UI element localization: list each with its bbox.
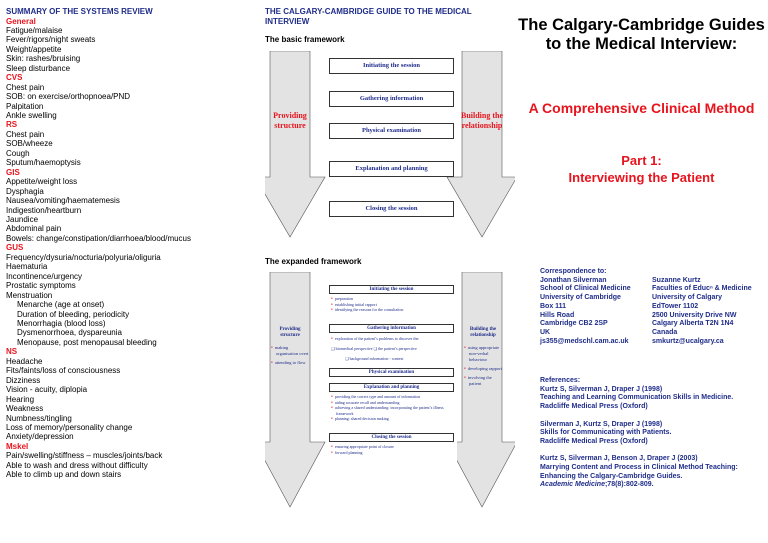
symptom-item: Frequency/dysuria/nocturia/polyuria/oliguria bbox=[6, 252, 161, 262]
expanded-box-physical: Physical examination bbox=[329, 368, 454, 377]
main-title-line2: to the Medical Interview: bbox=[545, 35, 738, 53]
guide-title-line1: THE CALGARY-CAMBRIDGE GUIDE TO THE MEDICAL bbox=[265, 7, 472, 16]
expanded-framework-diagram bbox=[265, 272, 515, 512]
expanded-right-head: Building the relationship bbox=[469, 327, 497, 338]
symptom-item: Hearing bbox=[6, 394, 35, 404]
contact-line: Canada bbox=[652, 328, 678, 336]
symptom-item: Prostatic symptoms bbox=[6, 281, 76, 291]
symptom-item: Chest pain bbox=[6, 82, 45, 92]
main-title-line1: The Calgary-Cambridge Guides bbox=[518, 16, 765, 34]
basic-left-label: Providing structure bbox=[273, 111, 307, 130]
gathering-perspective-text: biomedical perspective ❑ the patient’s perspective bbox=[335, 346, 417, 351]
system-heading: GIS bbox=[6, 167, 20, 177]
symptom-item: Palpitation bbox=[6, 101, 44, 111]
contact-email[interactable]: js355@medschl.cam.ac.uk bbox=[540, 337, 629, 345]
symptom-item: Abdominal pain bbox=[6, 224, 62, 234]
basic-framework-label: The basic framework bbox=[265, 35, 345, 44]
expanded-right-bullet: ● using appropriate non-verbal behaviour bbox=[464, 344, 502, 363]
expanded-bullet: ● establishing initial rapport bbox=[331, 302, 455, 308]
system-heading: Mskel bbox=[6, 441, 29, 451]
expanded-initiating-bullets bbox=[331, 296, 455, 313]
guide-title-line2: INTERVIEW bbox=[265, 16, 310, 26]
expanded-box-gathering: Gathering information bbox=[329, 324, 454, 333]
main-title bbox=[515, 16, 768, 54]
contact-line: 2500 University Drive NW bbox=[652, 311, 737, 319]
expanded-right-arrow bbox=[447, 272, 515, 507]
symptom-item: Menstruation bbox=[6, 290, 53, 300]
symptom-item: Anxiety/depression bbox=[6, 432, 74, 442]
symptom-item: Fatigue/malaise bbox=[6, 25, 63, 35]
expanded-framework-label: The expanded framework bbox=[265, 257, 362, 266]
basic-box-physical: Physical examination bbox=[329, 123, 454, 139]
symptom-item: Weight/appetite bbox=[6, 44, 62, 54]
expanded-bullet: ● exploration of the patient’s problems to discover the: bbox=[331, 336, 455, 342]
reference-line: Radcliffe Medical Press (Oxford) bbox=[540, 403, 648, 411]
symptom-item: Sputum/haemoptysis bbox=[6, 158, 81, 168]
contact-line: University of Cambridge bbox=[540, 294, 621, 302]
system-heading: General bbox=[6, 16, 36, 26]
symptom-item: Dysmenorrhoea, dyspareunia bbox=[17, 328, 122, 338]
symptom-item: Able to wash and dress without difficulty bbox=[6, 460, 148, 470]
contact-line: Suzanne Kurtz bbox=[652, 276, 701, 284]
symptom-item: Bowels: change/constipation/diarrhoea/blood/mucus bbox=[6, 233, 192, 243]
symptom-item: Menarche (age at onset) bbox=[17, 300, 105, 310]
expanded-gathering-perspective: ❏ biomedical perspective ❑ the patient’s perspective bbox=[331, 346, 417, 351]
symptom-item: Headache bbox=[6, 356, 43, 366]
expanded-bullet: ● identifying the reasons for the consultation bbox=[331, 307, 455, 313]
contact-block-1 bbox=[540, 268, 631, 346]
symptom-item: Fits/faints/loss of consciousness bbox=[6, 366, 121, 376]
expanded-box-closing: Closing the session bbox=[329, 433, 454, 442]
symptom-item: Able to climb up and down stairs bbox=[6, 470, 122, 480]
systems-review-title: SUMMARY OF THE SYSTEMS REVIEW bbox=[6, 7, 153, 16]
basic-box-initiating: Initiating the session bbox=[329, 58, 454, 74]
references-label: References: bbox=[540, 377, 581, 384]
symptom-item: Haematuria bbox=[6, 262, 48, 272]
expanded-right-side bbox=[464, 327, 502, 389]
expanded-bullet: ● forward planning bbox=[331, 450, 455, 456]
references bbox=[540, 377, 738, 490]
symptom-item: Pain/swelling/stiffness – muscles/joints/back bbox=[6, 451, 163, 461]
reference-line: Skills for Communicating with Patients. bbox=[540, 429, 672, 437]
contact-line: Cambridge CB2 2SP bbox=[540, 320, 608, 328]
system-heading: CVS bbox=[6, 73, 23, 83]
symptom-item: Menopause, post menopausal bleeding bbox=[17, 337, 157, 347]
symptom-item: Vision - acuity, diplopia bbox=[6, 385, 88, 395]
reference-line: Silverman J, Kurtz S, Draper J (1998) bbox=[540, 420, 663, 428]
symptom-item: SOB: on exercise/orthopnoea/PND bbox=[6, 92, 131, 102]
expanded-closing-bullets bbox=[331, 444, 455, 455]
symptom-item: Duration of bleeding, periodicity bbox=[17, 309, 130, 319]
basic-box-gathering: Gathering information bbox=[329, 91, 454, 107]
symptom-item: Chest pain bbox=[6, 129, 45, 139]
symptom-item: Loss of memory/personality change bbox=[6, 422, 133, 432]
contact-line: EdTower 1102 bbox=[652, 302, 699, 310]
basic-left-arrow bbox=[265, 51, 325, 237]
contact-line: Jonathan Silverman bbox=[540, 276, 607, 284]
expanded-left-bullet: ● attending to flow bbox=[271, 359, 309, 366]
reference-citation bbox=[540, 481, 738, 490]
expanded-box-explanation: Explanation and planning bbox=[329, 383, 454, 392]
reference-line: Marrying Content and Process in Clinical Method Teaching: bbox=[540, 464, 738, 471]
symptom-item: Dysphagia bbox=[6, 186, 44, 196]
basic-right-label: Building the relationship bbox=[460, 111, 503, 130]
symptom-item: Appetite/weight loss bbox=[6, 177, 78, 187]
symptom-item: Indigestion/heartburn bbox=[6, 205, 82, 215]
symptom-item: Nausea/vomiting/haematemesis bbox=[6, 196, 120, 206]
expanded-left-bullet: ● making organisation overt bbox=[271, 344, 309, 357]
expanded-right-bullet: ● developing rapport bbox=[464, 365, 502, 372]
reference-line: Kurtz S, Silverman J, Benson J, Draper J (2003) bbox=[540, 455, 698, 463]
contact-line: Box 111 bbox=[540, 302, 567, 310]
reference-volume: ;78(8):802-809. bbox=[604, 481, 654, 489]
symptom-item: Dizziness bbox=[6, 375, 41, 385]
symptom-item: Numbness/tingling bbox=[6, 413, 72, 423]
symptom-item: Ankle swelling bbox=[6, 111, 57, 121]
system-heading: GUS bbox=[6, 243, 24, 253]
symptom-item: Skin: rashes/bruising bbox=[6, 54, 81, 64]
expanded-bullet: ● aiding accurate recall and understanding bbox=[331, 400, 455, 406]
expanded-bullet: ● achieving a shared understanding: incorporating the patient’s illness framework bbox=[331, 405, 455, 416]
basic-box-closing: Closing the session bbox=[329, 201, 454, 217]
systems-review-list bbox=[6, 17, 246, 480]
system-heading: NS bbox=[6, 347, 18, 357]
part-title bbox=[515, 152, 768, 186]
systems-review bbox=[6, 7, 246, 480]
part-title-line1: Part 1: bbox=[621, 153, 662, 168]
expanded-bullet: ● providing the correct type and amount of information bbox=[331, 394, 455, 400]
contact-line: University of Calgary bbox=[652, 294, 723, 302]
reference-line: Enhancing the Calgary-Cambridge Guides. bbox=[540, 472, 683, 480]
symptom-item: Incontinence/urgency bbox=[6, 271, 83, 281]
part-title-line2: Interviewing the Patient bbox=[568, 170, 715, 185]
basic-right-arrow bbox=[447, 51, 515, 237]
symptom-item: Menorrhagia (blood loss) bbox=[17, 319, 106, 328]
contact-line: Calgary Alberta T2N 1N4 bbox=[652, 320, 734, 328]
expanded-right-bullet: ● involving the patient bbox=[464, 374, 502, 387]
expanded-bullet: ● planning: shared decision making bbox=[331, 416, 455, 422]
expanded-left-head: Providing structure bbox=[279, 327, 301, 338]
reference-line: Kurtz S, Silverman J, Draper J (1998) bbox=[540, 385, 663, 393]
guide-panel bbox=[265, 7, 515, 537]
expanded-gathering-background: ❏ background information - context bbox=[345, 356, 404, 361]
expanded-left-side bbox=[271, 327, 309, 368]
title-panel bbox=[515, 0, 768, 543]
contact-line: School of Clinical Medicine bbox=[540, 285, 631, 293]
symptom-item: Cough bbox=[6, 148, 30, 158]
basic-framework-diagram bbox=[265, 51, 515, 241]
expanded-bullet: ● preparation bbox=[331, 296, 455, 302]
symptom-item: SOB/wheeze bbox=[6, 139, 53, 149]
reference-journal: Academic Medicine bbox=[540, 481, 605, 489]
symptom-item: Sleep disturbance bbox=[6, 63, 71, 73]
gathering-background-text: background information - context bbox=[349, 356, 404, 361]
reference-line: Teaching and Learning Communication Skills in Medicine. bbox=[540, 394, 734, 402]
expanded-bullet: ● ensuring appropriate point of closure bbox=[331, 444, 455, 450]
subtitle: A Comprehensive Clinical Method bbox=[528, 100, 755, 116]
symptom-item: Jaundice bbox=[6, 215, 39, 225]
contact-line: Hills Road bbox=[540, 311, 575, 319]
expanded-box-initiating: Initiating the session bbox=[329, 285, 454, 294]
expanded-explanation-bullets bbox=[331, 394, 455, 422]
contact-line: Faculties of Educⁿ & Medicine bbox=[652, 285, 752, 293]
expanded-gathering-bullets bbox=[331, 336, 455, 342]
symptom-item: Weakness bbox=[6, 404, 44, 414]
contact-email[interactable]: smkurtz@ucalgary.ca bbox=[652, 337, 724, 345]
reference-line: Radcliffe Medical Press (Oxford) bbox=[540, 437, 648, 445]
contact-block-2 bbox=[652, 277, 752, 347]
contact-line: UK bbox=[540, 328, 551, 336]
system-heading: RS bbox=[6, 120, 18, 130]
symptom-item: Fever/rigors/night sweats bbox=[6, 35, 96, 45]
expanded-left-arrow bbox=[265, 272, 325, 507]
basic-box-explanation: Explanation and planning bbox=[329, 161, 454, 177]
correspondence-label: Correspondence to: bbox=[540, 268, 607, 275]
